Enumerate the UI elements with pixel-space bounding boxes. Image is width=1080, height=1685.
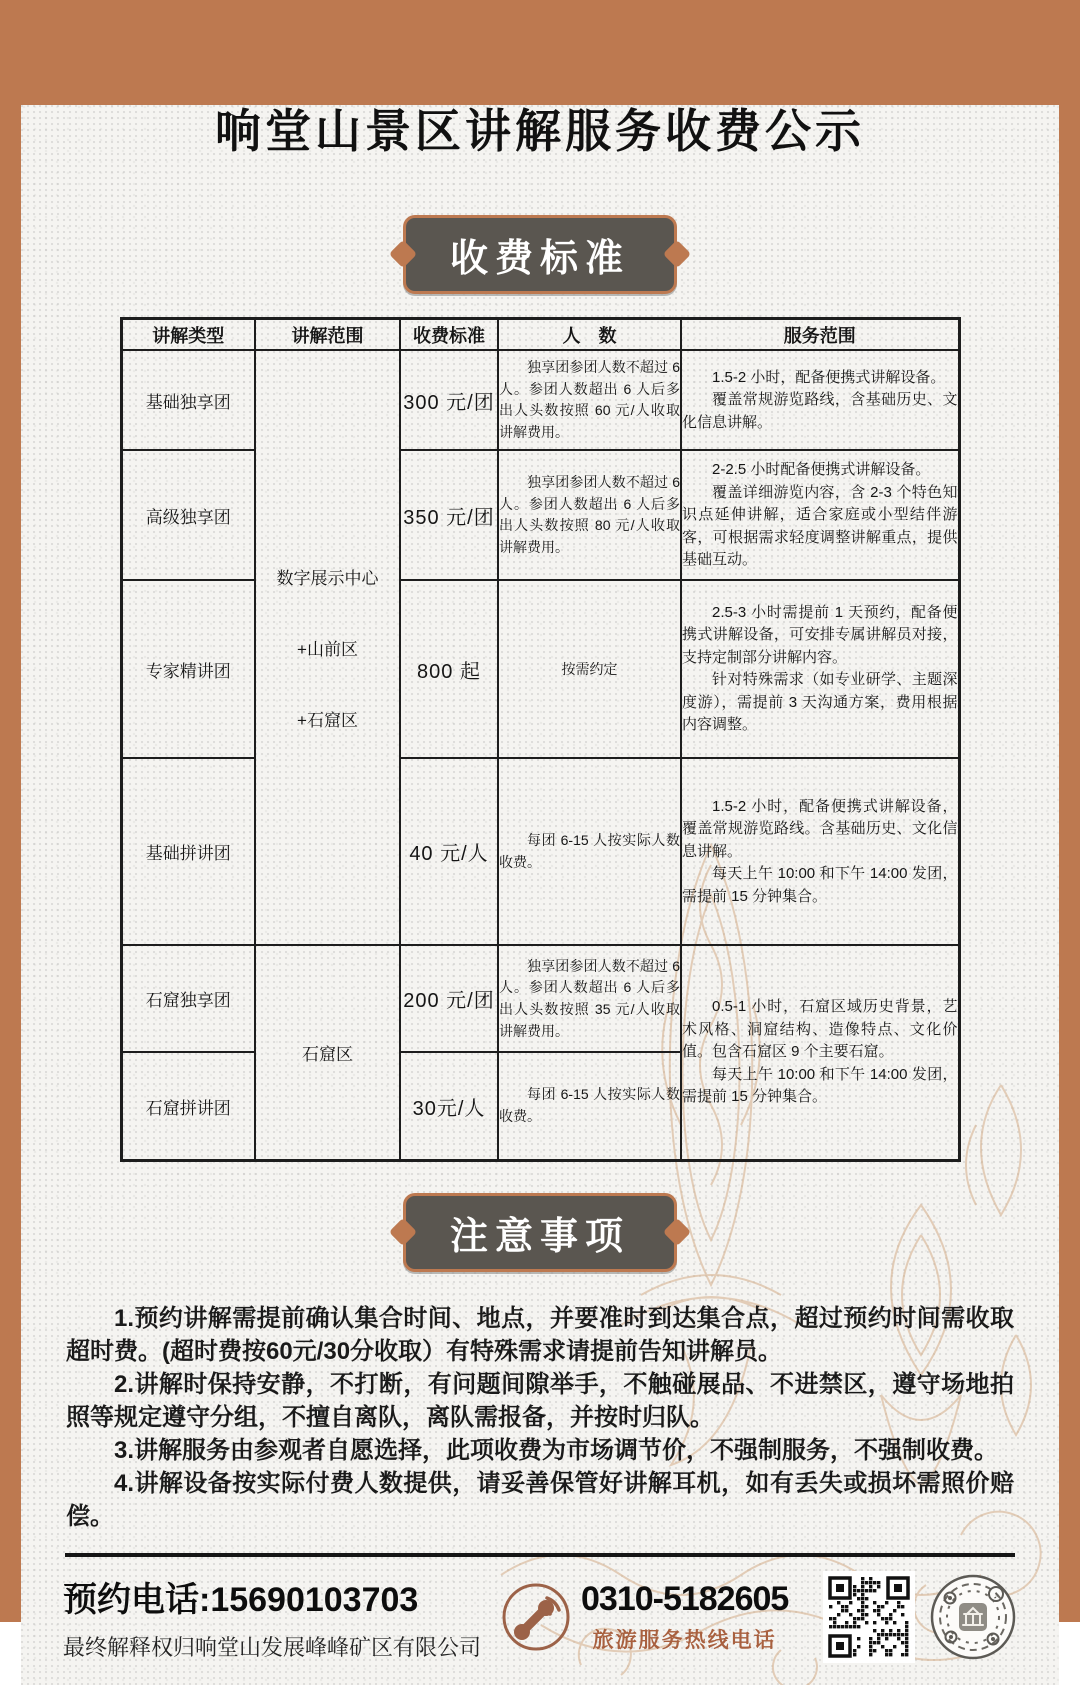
cell-price: 300 元/团 (400, 350, 498, 450)
table-row (121, 580, 959, 758)
people-text: 独享团参团人数不超过 6 人。参团人数超出 6 人后多出人头数按照 35 元/人收取讲解费用。 (499, 957, 680, 1039)
cell-type: 基础独享团 (121, 350, 255, 450)
cell-scope-main (255, 350, 400, 945)
cell-service (681, 450, 959, 580)
note-item: 3.讲解服务由参观者自愿选择，此项收费为市场调节价，不强制服务，不强制收费。 (114, 1436, 999, 1464)
page-title: 响堂山景区讲解服务收费公示 (215, 105, 865, 157)
service-text: 2.5-3 小时需提前 1 天预约，配备便携式讲解设备，可安排专属讲解员对接，支持定制部分讲解内容。 (682, 603, 958, 666)
footer-divider (65, 1553, 1015, 1557)
cell-price: 40 元/人 (400, 758, 498, 945)
cell-service-caves (681, 945, 959, 1160)
cell-people (498, 945, 681, 1052)
scope-line: +石窟区 (297, 711, 358, 731)
table-row (121, 450, 959, 580)
fees-table (120, 317, 961, 1162)
notes-list (66, 1302, 1014, 1533)
service-text: 0.5-1 小时，石窟区域历史背景，艺术风格、洞窟结构、造像特点、文化价值。包含石窟区 9 个主要石窟。 (682, 998, 958, 1061)
service-text: 覆盖详细游览内容，含 2-3 个特色知识点延伸讲解，适合家庭或小型结伴游客，可根据需求轻度调整讲解重点，提供基础互动。 (682, 483, 958, 569)
qr-code (823, 1571, 915, 1663)
footer (21, 1571, 1059, 1663)
cell-price: 30元/人 (400, 1052, 498, 1160)
cell-service (681, 758, 959, 945)
scope-line: 石窟区 (302, 1045, 353, 1065)
service-text: 1.5-2 小时，配备便携式讲解设备，覆盖常规游览路线。含基础历史、文化信息讲解。 (682, 797, 958, 860)
hotline-label: 旅游服务热线电话 (592, 1627, 777, 1652)
people-text: 每团 6-15 人按实际人数收费。 (499, 832, 680, 870)
service-text: 针对特殊需求（如专业研学、主题深度游），需提前 3 天沟通方案，费用根据内容调整。 (682, 671, 958, 734)
cell-type: 专家精讲团 (121, 580, 255, 758)
service-text: 1.5-2 小时，配备便携式讲解设备。 (712, 368, 946, 386)
cell-price: 200 元/团 (400, 945, 498, 1052)
music-note-icon: ♪ (993, 1589, 999, 1602)
note-item: 1.预约讲解需提前确认集合时间、地点，并要准时到达集合点，超过预约时间需收取超时费。(超时费按60元/30分收取）有特殊需求请提前告知讲解员。 (66, 1304, 1014, 1365)
service-text: 覆盖常规游览路线，含基础历史、文化信息讲解。 (682, 391, 958, 431)
scope-line: +山前区 (297, 640, 358, 660)
hotline-number: 0310-5182605 (581, 1579, 789, 1618)
cell-service (681, 350, 959, 450)
people-text: 按需约定 (561, 660, 618, 677)
booking-block (63, 1572, 482, 1662)
cell-price: 800 起 (400, 580, 498, 758)
people-text: 每团 6-15 人按实际人数收费。 (499, 1086, 680, 1125)
header-scope: 讲解范围 (255, 318, 400, 350)
scope-line: 数字展示中心 (276, 569, 379, 589)
cell-type: 高级独享团 (121, 450, 255, 580)
people-text: 独享团参团人数不超过 6 人。参团人数超出 6 人后多出人头数按照 80 元/人收取讲解费用。 (499, 474, 680, 556)
cell-service (681, 580, 959, 758)
cell-people (498, 350, 681, 450)
fees-section-badge (403, 215, 677, 294)
header-people: 人 数 (498, 318, 681, 350)
booking-phone-number: 预约电话:15690103703 (63, 1580, 419, 1619)
fees-badge-label: 收费标准 (449, 237, 630, 280)
service-text: 每天上午 10:00 和下午 14:00 发团，需提前 15 分钟集合。 (682, 1065, 958, 1106)
hotline-block (581, 1580, 788, 1654)
cell-scope-caves (255, 945, 400, 1160)
service-text: 2-2.5 小时配备便携式讲解设备。 (712, 461, 931, 479)
cell-type: 石窟拼讲团 (121, 1052, 255, 1160)
cell-people (498, 1052, 681, 1160)
header-price: 收费标准 (400, 318, 498, 350)
table-row (121, 945, 959, 1052)
cell-people (498, 580, 681, 758)
disclaimer-text: 最终解释权归响堂山发展峰峰矿区有限公司 (63, 1634, 482, 1660)
cell-price: 350 元/团 (400, 450, 498, 580)
cell-people (498, 758, 681, 945)
cell-type: 基础拼讲团 (121, 758, 255, 945)
note-item: 4.讲解设备按实际付费人数提供，请妥善保管好讲解耳机，如有丢失或损坏需照价赔偿。 (66, 1469, 1014, 1530)
phone-icon (501, 1582, 571, 1652)
notes-badge-label: 注意事项 (449, 1215, 630, 1258)
circular-qr-code (929, 1573, 1017, 1661)
note-item: 2.讲解时保持安静，不打断，有问题间隙举手，不触碰展品、不进禁区，遵守场地拍照等规定遵守分组，不擅自离队，离队需报备，并按时归队。 (66, 1370, 1014, 1431)
cell-people (498, 450, 681, 580)
table-row (121, 758, 959, 945)
people-text: 独享团参团人数不超过 6 人。参团人数超出 6 人后多出人头数按照 60 元/人收取讲解费用。 (499, 359, 680, 441)
header-service: 服务范围 (681, 318, 959, 350)
notes-section-badge (403, 1193, 677, 1272)
table-row (121, 350, 959, 450)
poster-paper (21, 105, 1059, 1685)
table-header-row (121, 318, 959, 350)
cell-type: 石窟独享团 (121, 945, 255, 1052)
service-text: 每天上午 10:00 和下午 14:00 发团，需提前 15 分钟集合。 (682, 865, 958, 905)
header-type: 讲解类型 (121, 318, 255, 350)
